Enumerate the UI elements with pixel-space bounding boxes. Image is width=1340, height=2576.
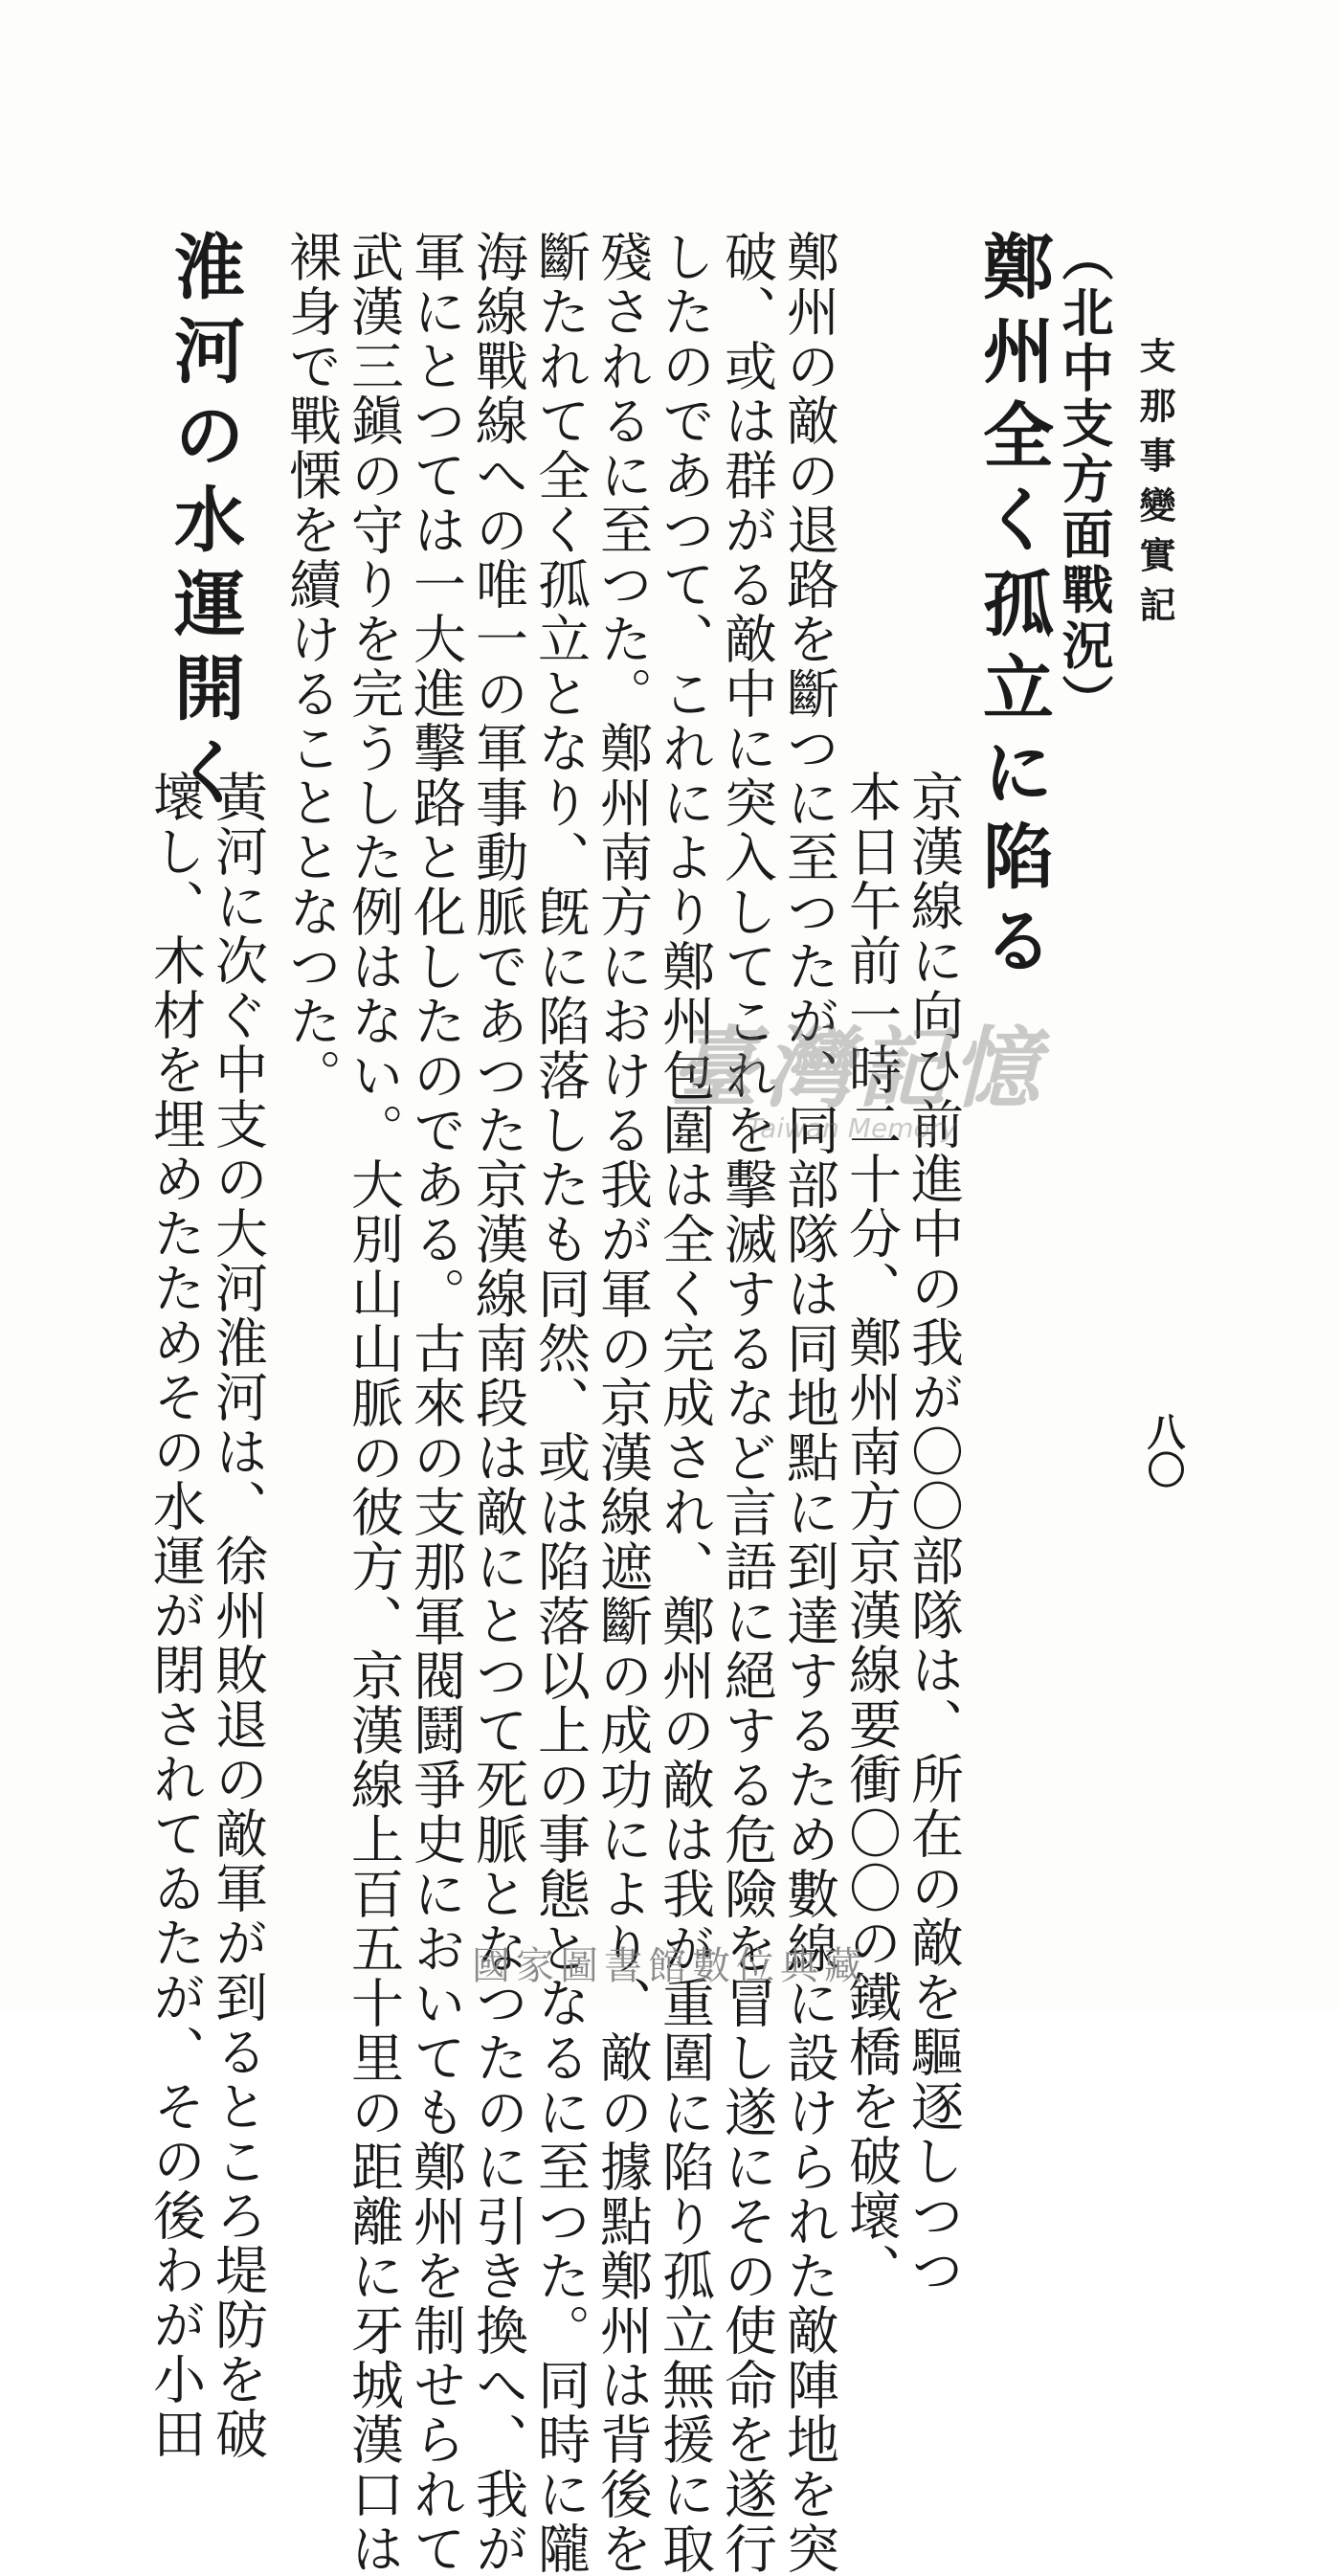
text-column: 鄭州の敵の退路を斷つに至つたが、同部隊は同地點に到達するため數線に設けられた敵陣地を突	[778, 230, 839, 2576]
text-column: 本日午前一時二十分、鄭州南方京漢線要衝〇〇の鐵橋を破壞、	[840, 770, 902, 2297]
footer-credit: 國家圖書館數位典藏	[472, 1944, 868, 1988]
watermark-logo	[670, 1017, 1091, 1144]
text-column: 裸身で戰慄を續けることとなつた。	[280, 230, 342, 1103]
text-column: 京漢線に向ひ前進中の我が〇〇部隊は、所在の敵を驅逐しつつ	[903, 770, 964, 2297]
text-column: 破、或は群がる敵中に突入してこれを擊滅するなど言語に絕する危險を冒し遂にその使命を遂行	[716, 230, 777, 2576]
text-column: 軍にとつては一大進擊路と化したのである。古來の支那軍閥鬪爭史においても鄭州を制せられて	[405, 230, 466, 2576]
text-column: 黃河に次ぐ中支の大河淮河は、徐州敗退の敵軍が到るところ堤防を破	[207, 770, 268, 2461]
text-column: 殘されるに至つた。鄭州南方における我が軍の京漢線遮斷の成功により、敵の據點鄭州は背後を	[592, 230, 653, 2576]
watermark-text: 臺灣記憶	[670, 1017, 1046, 1120]
page-number: 八〇	[1141, 1412, 1186, 1489]
text-column: 武漢三鎭の守りを完うした例はない。大別山山脈の彼方、京漢線上百五十里の距離に牙城漢口は	[343, 230, 404, 2576]
text-column: したのであつて、これにより鄭州包圍は全く完成され、鄭州の敵は我が重圍に陷り孤立無援に取	[654, 230, 715, 2576]
article-title: 鄭州全く孤立に陷る	[972, 230, 1054, 988]
text-column: 斷たれて全く孤立となり、旣に陷落したも同然、或は陷落以上の事態となるに至つた。同時に隴	[529, 230, 591, 2576]
text-column: 壞し、木材を埋めたためその水運が閉されてゐたが、その後わが小田	[145, 770, 206, 2461]
section-heading: （北中支方面戰況）	[1054, 230, 1115, 729]
running-head: 支那事變實記	[1133, 337, 1176, 636]
text-column: 海線戰線への唯一の軍事動脈であつた京漢線南段は敵にとつて死脈となつたのに引き換へ、我が	[467, 230, 528, 2576]
article-title: 淮河の水運開く	[163, 230, 245, 819]
watermark-latin-text: Taiwan Memory	[747, 1112, 957, 1144]
